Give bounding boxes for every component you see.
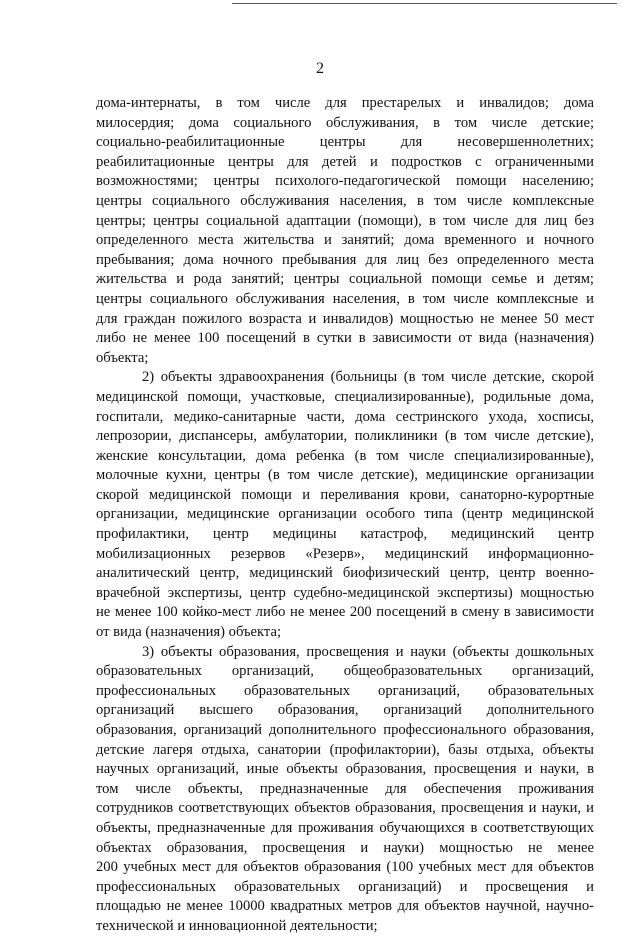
text-line: врачебной экспертизы, центр судебно-медицинской экспертизы) мощностью: [96, 584, 594, 601]
text-line: жительства и рода занятий; центры социальной помощи семье и детям;: [96, 271, 594, 288]
text-line: площадью не менее 10000 квадратных метров для объектов научной, научно-: [96, 898, 594, 915]
text-line: скорой медицинской помощи и переливания крови, санаторно-курортные: [96, 486, 594, 503]
text-line: не менее 100 койко-мест либо не менее 200 посещений в смену в зависимости: [96, 604, 594, 621]
text-line: определенного места жительства и занятий; дома временного и ночного: [96, 232, 594, 249]
text-line: для граждан пожилого возраста и инвалидов) мощностью не менее 50 мест: [96, 310, 594, 327]
text-line: объекты, предназначенные для проживания обучающихся в соответствующих: [96, 819, 594, 836]
text-line: от вида (назначения) объекта;: [96, 624, 282, 641]
text-line: медицинской помощи, участковые, специализированные), родильные дома,: [96, 388, 594, 405]
text-line: молочные кухни, центры (в том числе детские), медицинские организации: [96, 467, 594, 484]
text-line: научных организаций, иные объекты образования, просвещения и науки, в: [96, 761, 594, 778]
text-line: детские лагеря отдыха, санатории (профилактории), базы отдыха, объекты: [96, 741, 594, 758]
text-line: образования, организаций дополнительного профессионального образования,: [96, 722, 594, 738]
text-line: профессиональных образовательных организаций) и просвещения и: [96, 878, 594, 895]
text-line: организаций высшего образования, организаций дополнительного: [96, 702, 594, 719]
text-line: либо не менее 100 посещений в сутки в зависимости от вида (назначения): [96, 330, 594, 347]
text-line: технической и инновационной деятельности;: [96, 917, 378, 934]
text-line: центры; центры социальной адаптации (помощи), в том числе для лиц без: [96, 212, 594, 229]
text-line: образовательных организаций, общеобразовательных организаций,: [96, 663, 594, 680]
text-line: лепрозории, диспансеры, амбулатории, поликлиники (в том числе детские),: [96, 428, 594, 445]
text-line: центры социального обслуживания населения, в том числе комплексные и: [96, 290, 594, 307]
text-line: 3) объекты образования, просвещения и науки (объекты дошкольных: [142, 643, 594, 660]
text-line: том числе объекты, предназначенные для обеспечения проживания: [96, 780, 594, 797]
text-line: реабилитационные центры для детей и подростков с ограниченными: [96, 153, 594, 170]
document-body: [96, 94, 594, 937]
text-line: профессиональных образовательных организаций, образовательных: [96, 682, 594, 699]
text-line: объекта;: [96, 349, 149, 366]
text-line: объектах образования, просвещения и науки) мощностью не менее: [96, 839, 594, 856]
text-line: госпитали, медико-санитарные части, дома сестринского ухода, хосписы,: [96, 408, 594, 425]
text-line: пребывания; дома ночного пребывания для лиц без определенного места: [96, 251, 594, 268]
text-line: социально-реабилитационные центры для несовершеннолетних;: [96, 134, 594, 151]
text-line: 200 учебных мест для объектов образования (100 учебных мест для объектов: [96, 859, 594, 876]
text-line: женские консультации, дома ребенка (в том числе специализированные),: [96, 447, 594, 464]
text-line: 2) объекты здравоохранения (больницы (в том числе детские, скорой: [142, 369, 594, 386]
text-line: возможностями; центры психолого-педагогической помощи населению;: [96, 173, 594, 190]
text-line: мобилизационных резервов «Резерв», медицинский информационно-: [96, 545, 594, 562]
top-rule: [232, 3, 617, 4]
text-line: центры социального обслуживания населения, в том числе комплексные: [96, 192, 594, 209]
text-line: аналитический центр, медицинский биофизический центр, центр военно-: [96, 565, 594, 582]
text-line: организации, медицинские организации особого типа (центр медицинской: [96, 506, 594, 523]
text-line: профилактики, центр медицины катастроф, медицинский центр: [96, 526, 594, 543]
text-line: сотрудников соответствующих объектов образования, просвещения и науки, и: [96, 800, 594, 817]
text-line: дома-интернаты, в том числе для престарелых и инвалидов; дома: [96, 95, 594, 111]
page-number: 2: [316, 60, 324, 77]
text-line: милосердия; дома социального обслуживания, в том числе детские;: [96, 114, 594, 131]
